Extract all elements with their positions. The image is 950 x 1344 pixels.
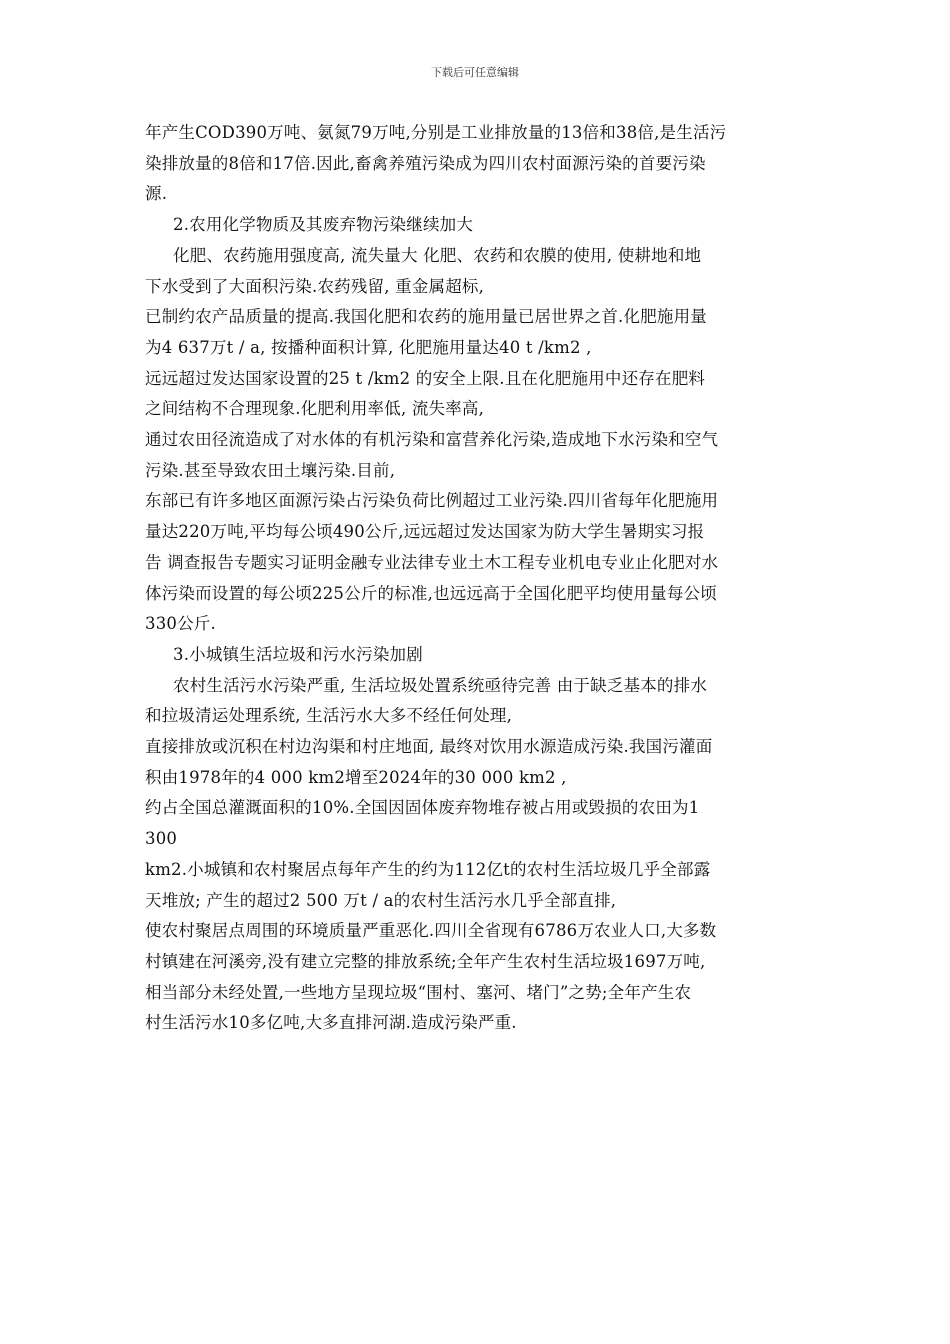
- text-line: 东部已有许多地区面源污染占污染负荷比例超过工业污染.四川省每年化肥施用: [145, 491, 719, 511]
- text-line: 污染.甚至导致农田土壤污染.目前,: [145, 460, 396, 480]
- text-line: 源.: [145, 184, 168, 204]
- text-line: 告 调查报告专题实习证明金融专业法律专业土木工程专业机电专业止化肥对水: [145, 552, 719, 572]
- text-line: 下水受到了大面积污染.农药残留, 重金属超标,: [145, 276, 485, 296]
- text-line: km2.小城镇和农村聚居点每年产生的约为112亿t的农村生活垃圾几乎全部露: [145, 859, 711, 879]
- text-line: 农村生活污水污染严重, 生活垃圾处置系统亟待完善 由于缺乏基本的排水: [173, 675, 708, 695]
- text-line: 直接排放或沉积在村边沟渠和村庄地面, 最终对饮用水源造成污染.我国污灌面: [145, 737, 713, 757]
- text-line: 化肥、农药施用强度高, 流失量大 化肥、农药和农膜的使用, 使耕地和地: [173, 245, 702, 265]
- text-line: 约占全国总灌溉面积的10%.全国因固体废弃物堆存被占用或毁损的农田为1: [145, 798, 700, 818]
- text-line: 村生活污水10多亿吨,大多直排河湖.造成污染严重.: [145, 1013, 517, 1033]
- text-line: 积由1978年的4 000 km2增至2024年的30 000 km2 ,: [145, 767, 567, 787]
- page-header: 下载后可任意编辑: [431, 66, 519, 79]
- text-line: 体污染而设置的每公顷225公斤的标准,也远远高于全国化肥平均使用量每公顷: [145, 583, 717, 603]
- text-line: 已制约农产品质量的提高.我国化肥和农药的施用量已居世界之首.化肥施用量: [145, 307, 707, 327]
- text-line: 染排放量的8倍和17倍.因此,畜禽养殖污染成为四川农村面源污染的首要污染: [145, 153, 706, 173]
- text-line: 和拉圾清运处理系统, 生活污水大多不经任何处理,: [145, 706, 513, 726]
- text-line: 300: [145, 829, 178, 849]
- text-line: 相当部分未经处置,一些地方呈现垃圾“围村、塞河、堵门”之势;全年产生农: [145, 982, 692, 1002]
- text-line: 之间结构不合理现象.化肥利用率低, 流失率高,: [145, 399, 485, 419]
- text-line: 量达220万吨,平均每公顷490公斤,远远超过发达国家为防大学生暑期实习报: [145, 522, 705, 542]
- section-heading: 2.农用化学物质及其废弃物污染继续加大: [173, 215, 474, 235]
- document-body: [145, 118, 815, 1039]
- text-line: 远远超过发达国家设置的25 t /km2 的安全上限.且在化肥施用中还存在肥料: [145, 368, 706, 388]
- text-line: 年产生COD390万吨、氨氮79万吨,分别是工业排放量的13倍和38倍,是生活污: [145, 123, 727, 142]
- text-line: 330公斤.: [145, 614, 216, 634]
- text-line: 村镇建在河溪旁,没有建立完整的排放系统;全年产生农村生活垃圾1697万吨,: [145, 951, 706, 971]
- text-line: 通过农田径流造成了对水体的有机污染和富营养化污染,造成地下水污染和空气: [145, 430, 719, 450]
- section-heading: 3.小城镇生活垃圾和污水污染加剧: [173, 644, 423, 664]
- text-line: 为4 637万t / a, 按播种面积计算, 化肥施用量达40 t /km2 ,: [145, 337, 592, 357]
- text-line: 使农村聚居点周围的环境质量严重恶化.四川全省现有6786万农业人口,大多数: [145, 921, 717, 941]
- text-line: 天堆放; 产生的超过2 500 万t / a的农村生活污水几乎全部直排,: [145, 890, 617, 910]
